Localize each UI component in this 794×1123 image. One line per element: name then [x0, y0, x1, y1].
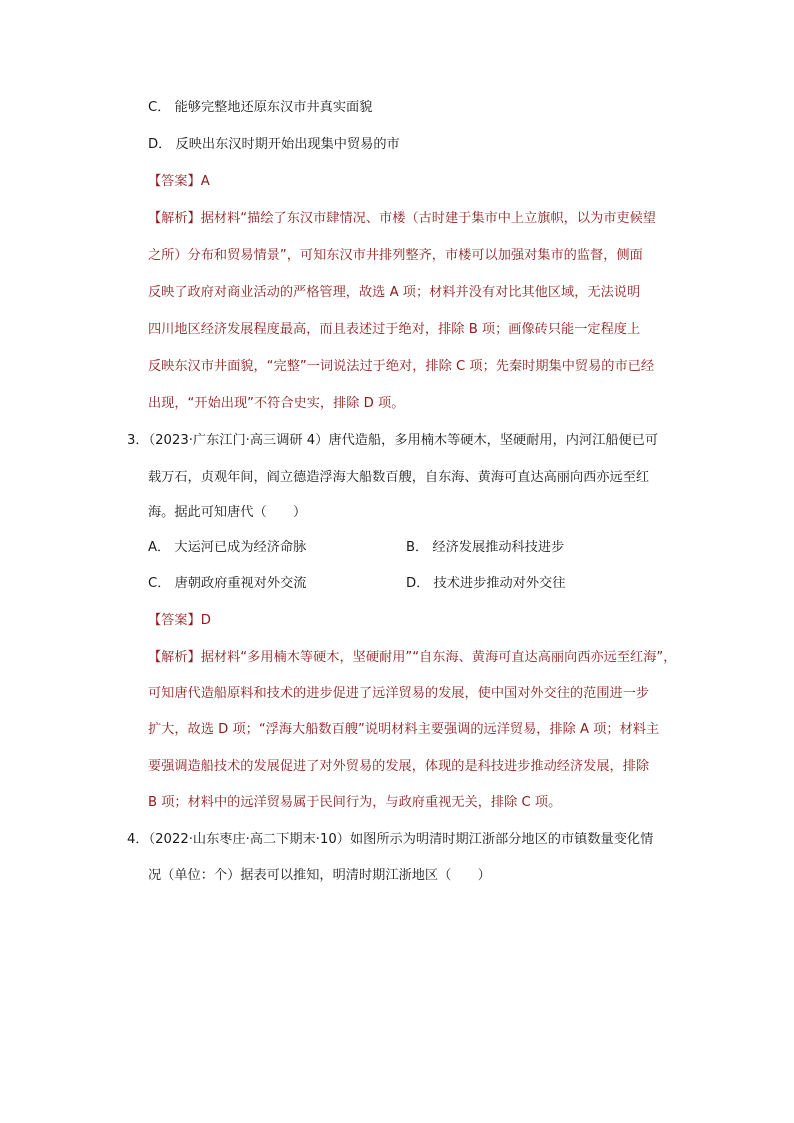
q3-analysis-line: 【解析】据材料“多用楠木等硬木，坚硬耐用”“自东海、黄海可直达高丽向西亦远至红海”， [148, 650, 677, 665]
q2-answer: 【答案】A [148, 174, 210, 189]
q2-option-c: C． 能够完整地还原东汉市井真实面貌 [148, 100, 373, 115]
q3-option-d: D． 技术进步推动对外交往 [406, 576, 566, 591]
q2-analysis-line: 【解析】据材料“描绘了东汉市肆情况、市楼（古时建于集市中上立旗帜，以为市吏候望 [148, 211, 656, 226]
q3-analysis-line: 可知唐代造船原料和技术的进步促进了远洋贸易的发展，使中国对外交往的范围进一步 [148, 686, 650, 701]
q3-analysis-line: B 项；材料中的远洋贸易属于民间行为，与政府重视无关，排除 C 项。 [148, 795, 562, 810]
q3-analysis-line: 扩大，故选 D 项；“浮海大船数百艘”说明材料主要强调的远洋贸易，排除 A 项；材料主 [148, 722, 660, 737]
q2-analysis-line: 出现，“开始出现”不符合史实，排除 D 项。 [148, 396, 405, 411]
q3-option-b: B． 经济发展推动科技进步 [406, 540, 565, 555]
q3-answer: 【答案】D [148, 613, 211, 628]
q4-stem-line: 况（单位：个）据表可以推知，明清时期江浙地区（ ） [148, 868, 491, 883]
q3-option-a: A． 大运河已成为经济命脉 [148, 540, 307, 555]
q3-stem-line: 海。据此可知唐代（ ） [148, 505, 307, 520]
q3-stem-line: 3．（2023·广东江门·高三调研 4）唐代造船，多用楠木等硬木，坚硬耐用，内河江船便已可 [127, 433, 659, 448]
q2-option-d: D． 反映出东汉时期开始出现集中贸易的市 [148, 137, 400, 152]
q4-stem-line: 4．（2022·山东枣庄·高二下期末·10）如图所示为明清时期江浙部分地区的市镇数量变化情 [127, 832, 654, 847]
q2-analysis-line: 四川地区经济发展程度最高，而且表述过于绝对，排除 B 项；画像砖只能一定程度上 [148, 322, 641, 337]
q2-analysis-line: 之所）分布和贸易情景”，可知东汉市井排列整齐，市楼可以加强对集市的监督，侧面 [148, 248, 643, 263]
q3-stem-line: 载万石，贞观年间，阎立德造浮海大船数百艘，自东海、黄海可直达高丽向西亦远至红 [148, 470, 650, 485]
q3-analysis-line: 要强调造船技术的发展促进了对外贸易的发展，体现的是科技进步推动经济发展，排除 [148, 759, 650, 774]
q3-option-c: C． 唐朝政府重视对外交流 [148, 576, 307, 591]
q2-analysis-line: 反映了政府对商业活动的严格管理，故选 A 项；材料并没有对比其他区域，无法说明 [148, 285, 641, 300]
q2-analysis-line: 反映东汉市井面貌，“完整”一词说法过于绝对，排除 C 项；先秦时期集中贸易的市已经 [148, 359, 655, 374]
